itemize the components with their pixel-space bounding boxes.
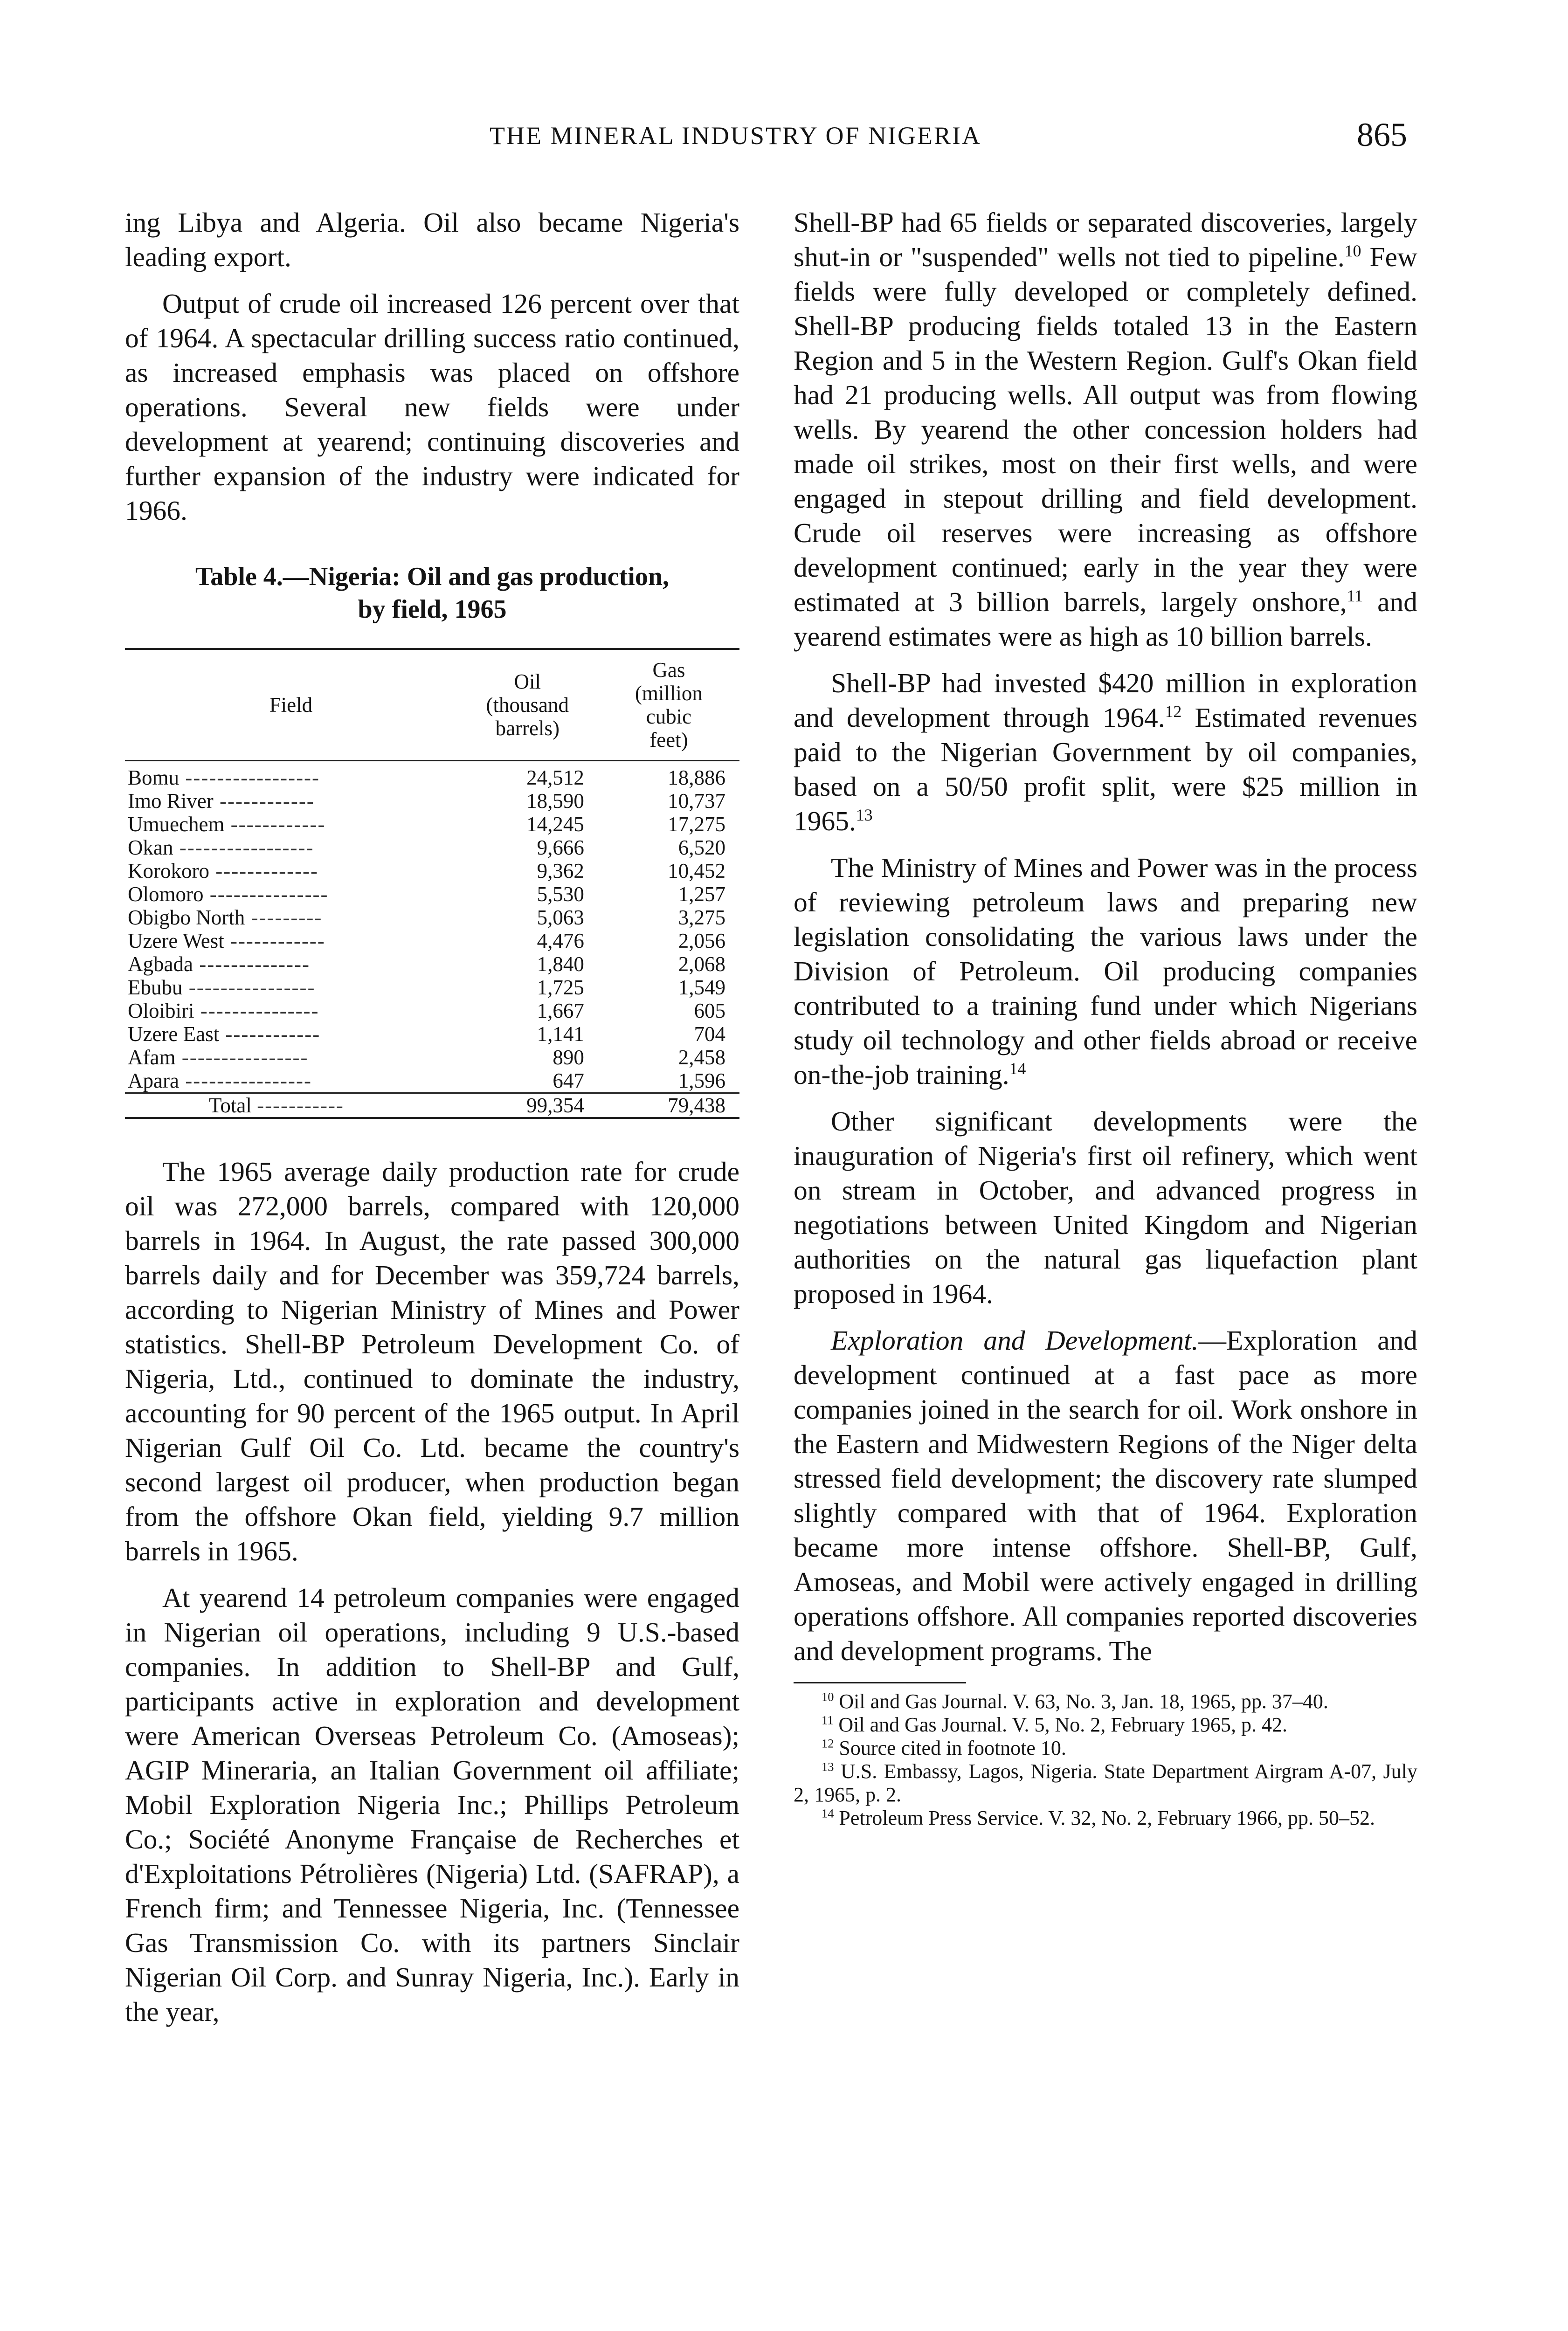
table-row xyxy=(125,1022,739,1046)
table-row xyxy=(125,976,739,999)
field-name: Obigbo North --------- xyxy=(128,906,323,929)
oil-value: 1,141 xyxy=(537,1022,584,1046)
total-gas: 79,438 xyxy=(598,1093,739,1118)
paragraph-daily-rate: The 1965 average daily production rate for crude oil was 272,000 barrels, compared with 120,000 barrels in 1964. In August, the rate passed 300,000 barrels daily and for December was 359,724 barrels, according to Nigerian Ministry of Mines and Power statistics. Shell-BP Petroleum Development Co. of Nigeria, Ltd., continued to dominate the industry, accounting for 90 percent of the 1965 output. In April Nigerian Gulf Oil Co. Ltd. became the country's second largest oil producer, when production began from the offshore Okan field, yielding 9.7 million barrels in 1965. xyxy=(125,1156,739,1566)
paragraph-exploration: Exploration and Development.—Exploration and development continued at a fast pace as more companies joined in the search for oil. Work onshore in the Eastern and Midwestern Regions of the Niger delta stressed field development; the discovery rate slumped slightly compared with that of 1964. Exploration became more intense offshore. Shell-BP, Gulf, Amoseas, and Mobil were actively engaged in drilling operations offshore. All companies reported discoveries and development programs. The xyxy=(794,1325,1418,1666)
oil-value: 5,063 xyxy=(537,906,584,929)
field-name: Umuechem ------------ xyxy=(128,813,326,836)
left-column xyxy=(125,205,739,2029)
footnote: $^{14}$ Petroleum Press Service. V. 32, No. 2, February 1966, pp. 50–52. xyxy=(822,1806,1375,1829)
field-name: Uzere East ------------ xyxy=(128,1022,321,1046)
table-row xyxy=(125,836,739,859)
production-table xyxy=(125,648,739,1119)
header-field: Field xyxy=(125,649,457,761)
table-row xyxy=(125,813,739,836)
oil-value: 890 xyxy=(553,1046,584,1069)
field-name: Oloibiri --------------- xyxy=(128,999,319,1022)
oil-value: 9,362 xyxy=(537,859,584,883)
table-row xyxy=(125,789,739,813)
gas-value: 10,737 xyxy=(668,789,725,813)
oil-value: 4,476 xyxy=(537,929,584,952)
footnote-ref-10: 10 xyxy=(1344,241,1361,261)
footnote-ref-13: 13 xyxy=(856,806,873,825)
table-row xyxy=(125,999,739,1022)
gas-value: 1,257 xyxy=(678,883,725,906)
field-name: Olomoro --------------- xyxy=(128,883,329,906)
gas-value: 704 xyxy=(694,1022,725,1046)
paragraph-shell-fields: Shell-BP had 65 fields or separated discoveries, largely shut-in or "suspended" wells not tied to pipeline.$^{10}$ Few fields were fully developed or completely defined. Shell-BP producing fields totaled 13 in the Eastern Region and 5 in the Western Region. Gulf's Okan field had 21 producing wells. All output was from flowing wells. By yearend the other concession holders had made oil strikes, most on their first wells, and were engaged in stepout drilling and field development. Crude oil reserves were increasing as offshore development continued; early in the year they were estimated at 3 billion barrels, largely onshore,$^{11}$ and yearend estimates were as high as 10 billion barrels. xyxy=(794,207,1417,652)
field-name: Bomu ----------------- xyxy=(128,766,320,789)
table-row xyxy=(125,761,739,790)
running-title: THE MINERAL INDUSTRY OF NIGERIA xyxy=(490,122,981,150)
footnote-number: 11 xyxy=(822,1713,834,1727)
gas-value: 17,275 xyxy=(668,813,725,836)
footnote-ref-14: 14 xyxy=(1009,1059,1026,1078)
table-row xyxy=(125,1069,739,1093)
footnote-ref-11: 11 xyxy=(1347,586,1363,606)
table-total-row xyxy=(125,1093,739,1118)
field-name: Uzere West ------------ xyxy=(128,929,325,952)
table-row xyxy=(125,952,739,976)
table-header-row xyxy=(125,649,739,761)
header-gas: Gas (million cubic feet) xyxy=(598,649,739,761)
section-heading-exploration: Exploration and Development. xyxy=(831,1325,1199,1356)
paragraph-developments: Other significant developments were the inauguration of Nigeria's first oil refinery, which went on stream in October, and advanced progress in negotiations between United Kingdom and Nigerian authorities on the natural gas liquefaction plant proposed in 1964. xyxy=(794,1106,1417,1309)
header-oil: Oil (thousand barrels) xyxy=(457,649,598,761)
footnote: $^{12}$ Source cited in footnote 10. xyxy=(822,1736,1066,1759)
field-name: Korokoro ------------- xyxy=(128,859,319,883)
field-name: Okan ----------------- xyxy=(128,836,314,859)
oil-value: 1,725 xyxy=(537,976,584,999)
table-row xyxy=(125,859,739,883)
gas-value: 10,452 xyxy=(668,859,725,883)
oil-value: 647 xyxy=(553,1069,584,1092)
gas-value: 6,520 xyxy=(678,836,725,859)
table-caption-line1: Table 4.—Nigeria: Oil and gas production, xyxy=(195,562,669,591)
gas-value: 18,886 xyxy=(668,766,725,789)
footnote-number: 12 xyxy=(822,1736,834,1751)
gas-value: 2,068 xyxy=(678,952,725,976)
paragraph-continuation: ing Libya and Algeria. Oil also became Nigeria's leading export. xyxy=(125,207,739,272)
paragraph-companies: At yearend 14 petroleum companies were engaged in Nigerian oil operations, including 9 U.S.-based companies. In addition to Shell-BP and Gulf, participants active in exploration and development were American Overseas Petroleum Co. (Amoseas); AGIP Mineraria, an Italian Government oil affiliate; Mobil Exploration Nigeria Inc.; Phillips Petroleum Co.; Société Anonyme Française de Recherches et d'Exploitations Pétrolières (Nigeria) Ltd. (SAFRAP), a French firm; and Tennessee Nigeria, Inc. (Tennessee Gas Transmission Co. with its partners Sinclair Nigerian Oil Corp. and Sunray Nigeria, Inc.). Early in the year, xyxy=(125,1582,739,2027)
footnote-number: 10 xyxy=(822,1690,834,1704)
table-caption-line2: by field, 1965 xyxy=(358,595,507,624)
footnote: $^{11}$ Oil and Gas Journal. V. 5, No. 2, February 1965, p. 42. xyxy=(822,1713,1288,1736)
gas-value: 605 xyxy=(694,999,725,1022)
oil-value: 24,512 xyxy=(526,766,584,789)
paragraph-ministry: The Ministry of Mines and Power was in the process of reviewing petroleum laws and preparing new legislation consolidating the various laws under the Division of Petroleum. Oil producing companies contributed to a training fund under which Nigerians study oil technology and other fields abroad or receive on-the-job training.$^{14}$ xyxy=(794,852,1417,1090)
footnote-number: 14 xyxy=(822,1806,834,1821)
gas-value: 1,596 xyxy=(678,1069,725,1092)
paragraph-crude-output: Output of crude oil increased 126 percent over that of 1964. A spectacular drilling success ratio continued, as increased emphasis was placed on offshore operations. Several new fields were under development at yearend; continuing discoveries and further expansion of the industry were indicated for 1966. xyxy=(125,288,739,526)
oil-value: 1,840 xyxy=(537,952,584,976)
gas-value: 2,458 xyxy=(678,1046,725,1069)
total-label: Total ----------- xyxy=(125,1093,457,1118)
oil-value: 18,590 xyxy=(526,789,584,813)
table-caption xyxy=(125,560,739,626)
field-name: Ebubu ---------------- xyxy=(128,976,316,999)
field-name: Imo River ------------ xyxy=(128,789,315,813)
footnotes xyxy=(794,1690,1417,1830)
field-name: Afam ---------------- xyxy=(128,1046,309,1069)
field-name: Apara ---------------- xyxy=(128,1069,312,1092)
total-oil: 99,354 xyxy=(457,1093,598,1118)
table-row xyxy=(125,1046,739,1069)
table-row xyxy=(125,929,739,952)
page-number: 865 xyxy=(1357,116,1407,153)
paragraph-investment: Shell-BP had invested $420 million in exploration and development through 1964.12 Estimated revenues paid to the Nigerian Government by oil companies, based on a 50/50 profit split, were $25 million in 1965.13 xyxy=(794,668,1418,836)
footnote: $^{10}$ Oil and Gas Journal. V. 63, No. 3, Jan. 18, 1965, pp. 37–40. xyxy=(822,1690,1328,1713)
footnote-divider xyxy=(794,1682,966,1683)
footnote-ref-12: 12 xyxy=(1165,702,1182,721)
gas-value: 1,549 xyxy=(678,976,725,999)
field-name: Agbada -------------- xyxy=(128,952,310,976)
footnote: $^{13}$ U.S. Embassy, Lagos, Nigeria. State Department Airgram A-07, July 2, 1965, p. 2. xyxy=(794,1759,1417,1806)
table-row xyxy=(125,883,739,906)
running-head xyxy=(0,116,1568,158)
gas-value: 3,275 xyxy=(678,906,725,929)
right-column xyxy=(794,205,1417,1830)
gas-value: 2,056 xyxy=(678,929,725,952)
oil-value: 5,530 xyxy=(537,883,584,906)
table-row xyxy=(125,906,739,929)
footnote-number: 13 xyxy=(822,1759,834,1774)
oil-value: 14,245 xyxy=(526,813,584,836)
oil-value: 1,667 xyxy=(537,999,584,1022)
oil-value: 9,666 xyxy=(537,836,584,859)
